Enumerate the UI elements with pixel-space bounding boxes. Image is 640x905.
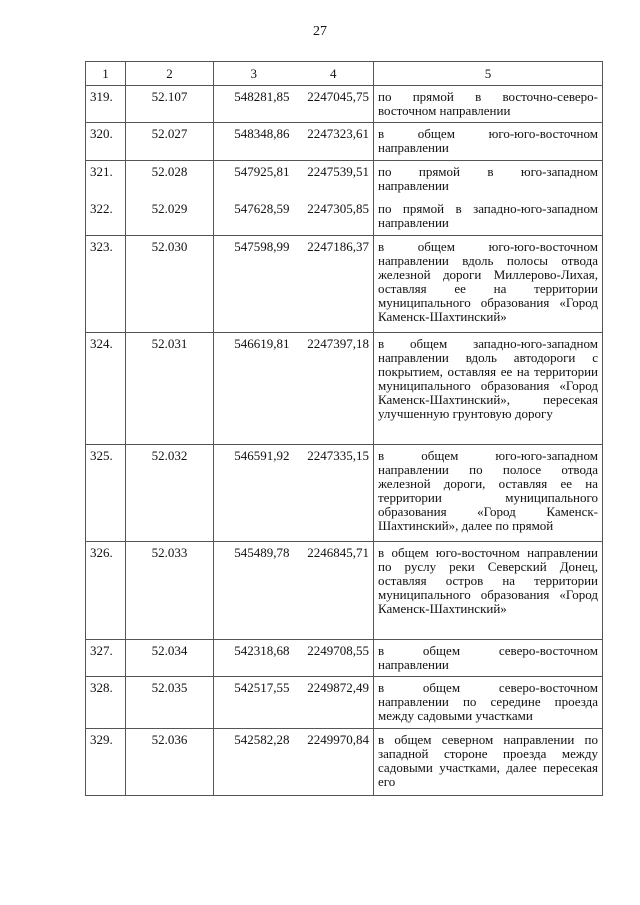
y-coordinate-cell: 2247397,18 [294, 333, 374, 445]
point-code-cell: 52.034 [126, 640, 214, 677]
x-coordinate-cell: 547628,59 [214, 198, 294, 236]
x-coordinate-cell: 542517,55 [214, 677, 294, 729]
point-code-cell: 52.035 [126, 677, 214, 729]
point-number-cell: 327. [86, 640, 126, 677]
boundary-description-cell: в общем северном направлении по западной стороне проезда между садовыми участками, далее пересекая его [374, 729, 603, 796]
table-row [86, 542, 603, 640]
y-coordinate-cell: 2247045,75 [294, 86, 374, 123]
x-coordinate-cell: 542318,68 [214, 640, 294, 677]
point-code-cell: 52.027 [126, 123, 214, 161]
header-col-2: 2 [126, 62, 214, 86]
point-code-cell: 52.036 [126, 729, 214, 796]
table-row [86, 445, 603, 542]
header-col-3: 3 [214, 62, 294, 86]
boundary-description-cell: в общем юго-юго-восточном направлении [374, 123, 603, 161]
table-header-row [86, 62, 603, 86]
boundary-description-cell: в общем юго-юго-западном направлении по полосе отвода железной дороги, оставляя ее на территории муниципального образования «Город Каменск-Шахтинский», далее по прямой [374, 445, 603, 542]
table-row [86, 677, 603, 729]
table-row [86, 236, 603, 333]
x-coordinate-cell: 542582,28 [214, 729, 294, 796]
point-number-cell: 324. [86, 333, 126, 445]
point-code-cell: 52.031 [126, 333, 214, 445]
point-code-cell: 52.107 [126, 86, 214, 123]
boundary-description-cell: по прямой в юго-западном направлении [374, 161, 603, 198]
point-number-cell: 319. [86, 86, 126, 123]
point-number-cell: 326. [86, 542, 126, 640]
point-code-cell: 52.033 [126, 542, 214, 640]
point-code-cell: 52.032 [126, 445, 214, 542]
point-number-cell: 329. [86, 729, 126, 796]
coordinates-table [85, 61, 603, 796]
point-code-cell: 52.029 [126, 198, 214, 236]
page-number: 27 [313, 24, 327, 39]
y-coordinate-cell: 2246845,71 [294, 542, 374, 640]
table-row [86, 333, 603, 445]
boundary-description-cell: по прямой в восточно-северо-восточном направлении [374, 86, 603, 123]
y-coordinate-cell: 2247305,85 [294, 198, 374, 236]
point-number-cell: 325. [86, 445, 126, 542]
y-coordinate-cell: 2247335,15 [294, 445, 374, 542]
y-coordinate-cell: 2247186,37 [294, 236, 374, 333]
boundary-description-cell: в общем северо-восточном направлении [374, 640, 603, 677]
table-row [86, 123, 603, 161]
point-number-cell: 328. [86, 677, 126, 729]
table-row [86, 198, 603, 236]
x-coordinate-cell: 546591,92 [214, 445, 294, 542]
point-number-cell: 323. [86, 236, 126, 333]
boundary-description-cell: в общем западно-юго-западном направлении вдоль автодороги с покрытием, оставляя ее на территории муниципального образования «Город Каменск-Шахтинский», пересекая улучшенную грунтовую дорогу [374, 333, 603, 445]
y-coordinate-cell: 2247323,61 [294, 123, 374, 161]
table-row [86, 161, 603, 198]
boundary-description-cell: в общем юго-юго-восточном направлении вдоль полосы отвода железной дороги Миллерово-Лихая, оставляя ее на территории муниципального образования «Город Каменск-Шахтинский» [374, 236, 603, 333]
point-number-cell: 320. [86, 123, 126, 161]
y-coordinate-cell: 2249708,55 [294, 640, 374, 677]
x-coordinate-cell: 547598,99 [214, 236, 294, 333]
x-coordinate-cell: 546619,81 [214, 333, 294, 445]
header-col-4: 4 [294, 62, 374, 86]
x-coordinate-cell: 548348,86 [214, 123, 294, 161]
y-coordinate-cell: 2249970,84 [294, 729, 374, 796]
y-coordinate-cell: 2247539,51 [294, 161, 374, 198]
point-number-cell: 321. [86, 161, 126, 198]
x-coordinate-cell: 548281,85 [214, 86, 294, 123]
y-coordinate-cell: 2249872,49 [294, 677, 374, 729]
table-row [86, 86, 603, 123]
header-col-5: 5 [374, 62, 603, 86]
point-code-cell: 52.030 [126, 236, 214, 333]
header-col-1: 1 [86, 62, 126, 86]
x-coordinate-cell: 547925,81 [214, 161, 294, 198]
boundary-description-cell: в общем северо-восточном направлении по середине проезда между садовыми участками [374, 677, 603, 729]
boundary-description-cell: по прямой в западно-юго-западном направлении [374, 198, 603, 236]
point-number-cell: 322. [86, 198, 126, 236]
boundary-description-cell: в общем юго-восточном направлении по руслу реки Северский Донец, оставляя остров на территории муниципального образования «Город Каменск-Шахтинский» [374, 542, 603, 640]
table-row [86, 640, 603, 677]
x-coordinate-cell: 545489,78 [214, 542, 294, 640]
table-row [86, 729, 603, 796]
point-code-cell: 52.028 [126, 161, 214, 198]
